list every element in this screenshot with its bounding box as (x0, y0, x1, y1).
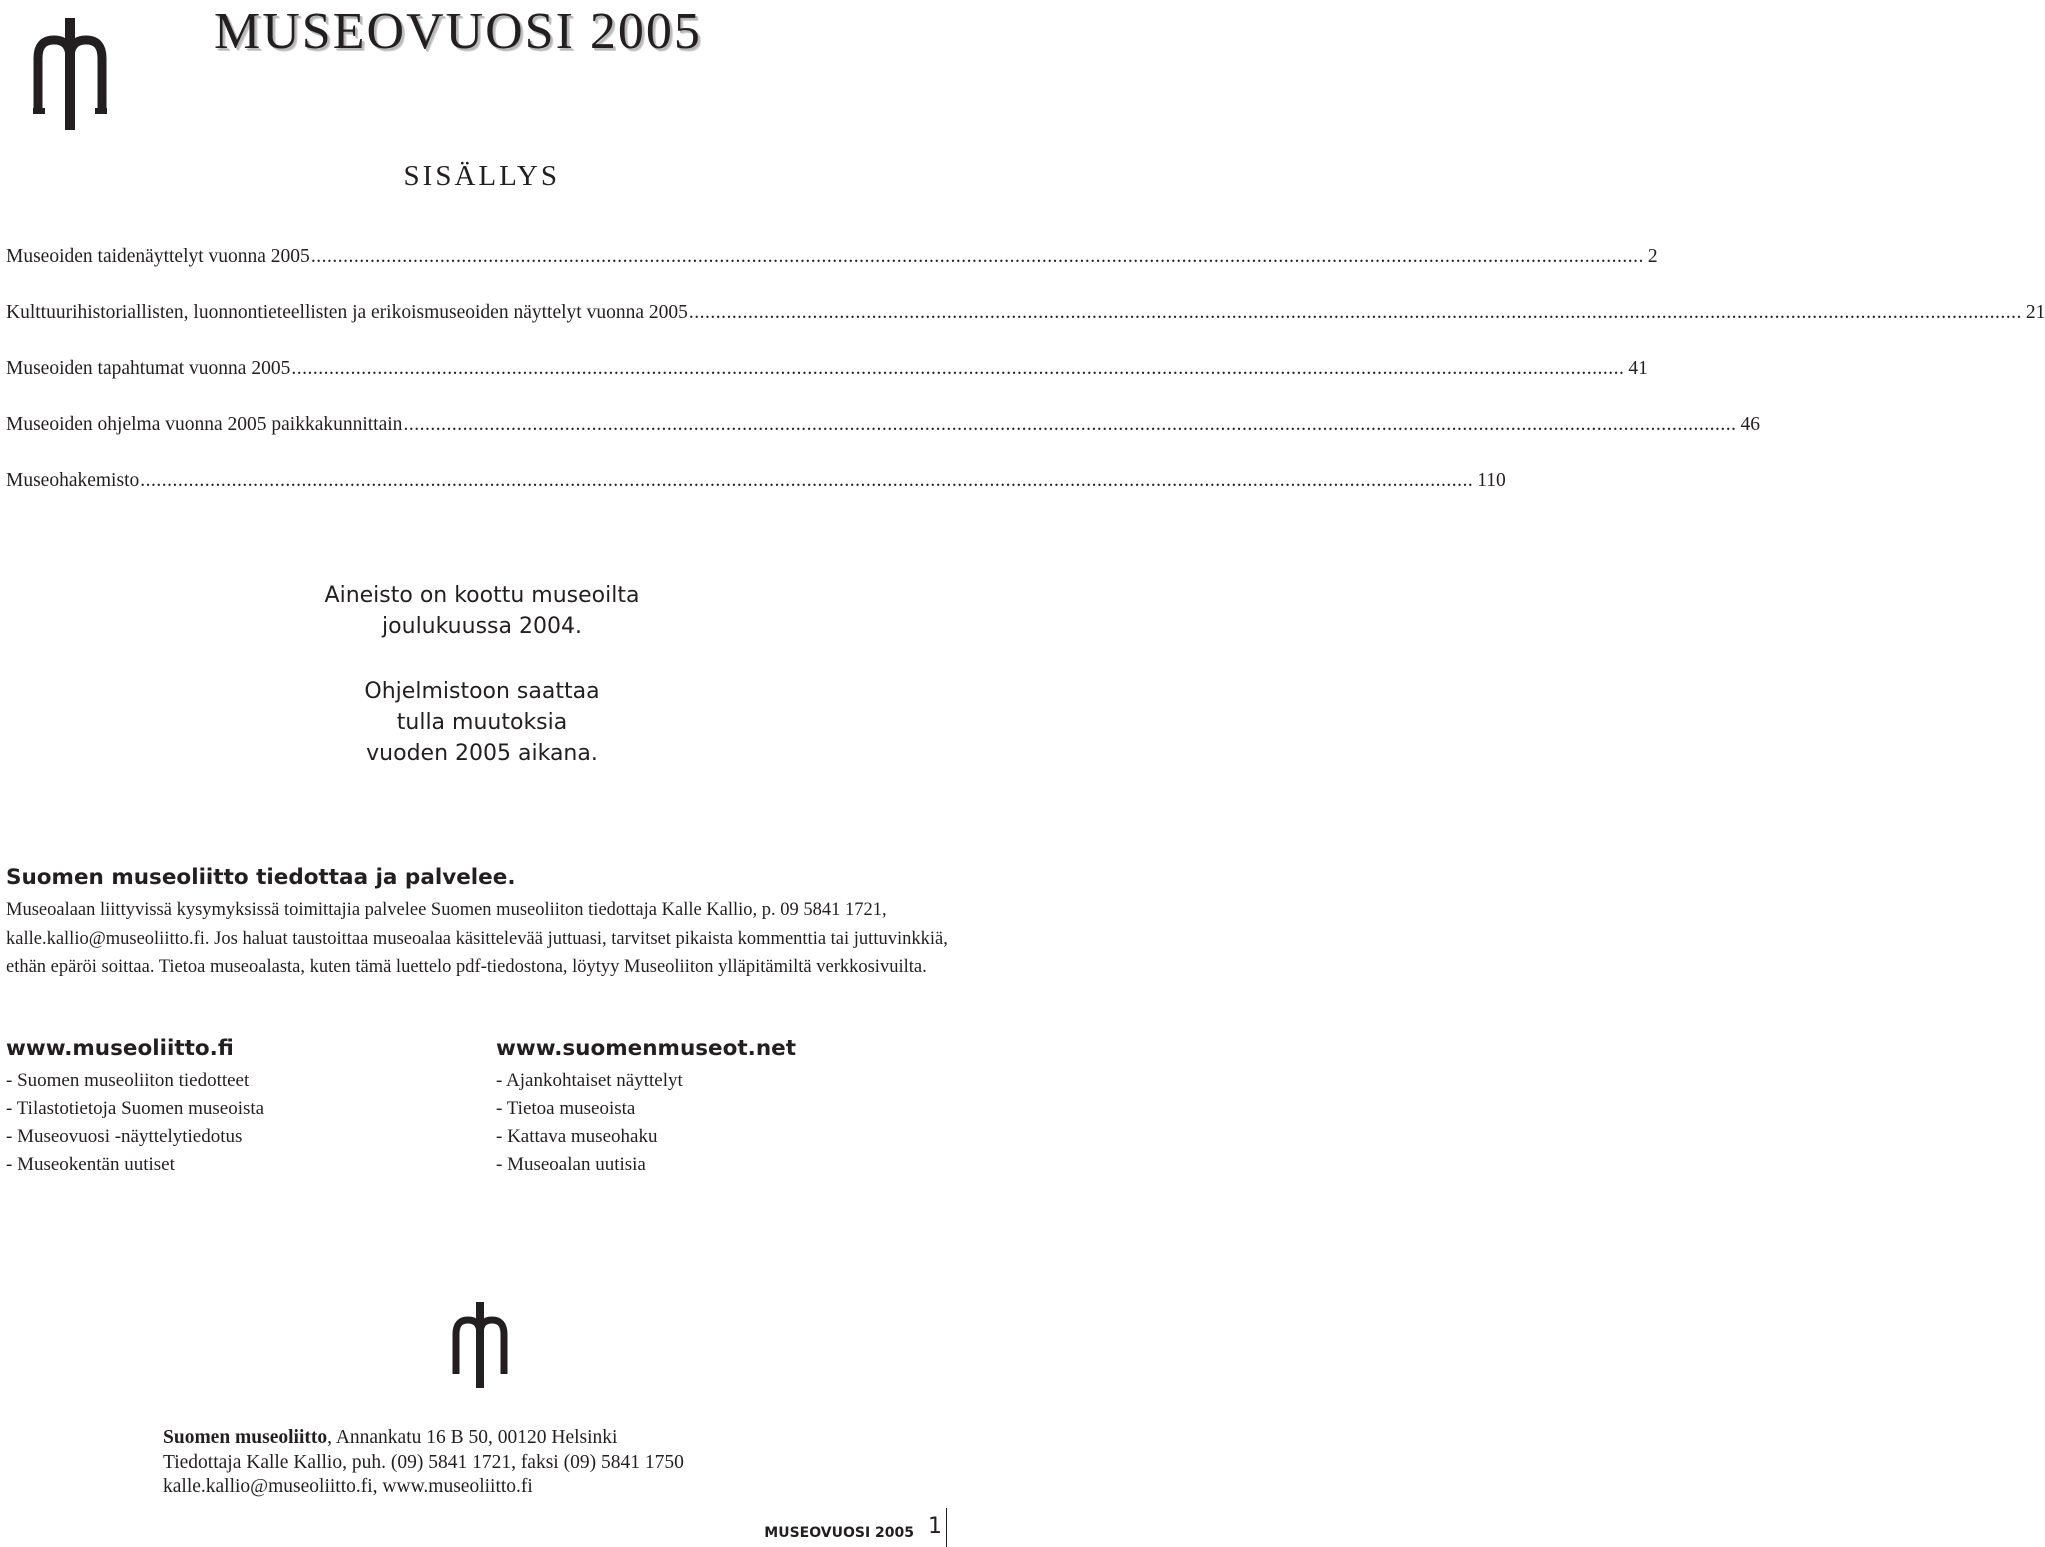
toc-entry[interactable] (6, 296, 2045, 352)
suomenmuseot-url-link[interactable]: www.suomenmuseot.net (496, 1036, 797, 1061)
list-item: - Museoalan uutisia (496, 1154, 646, 1175)
info-heading: Suomen museoliitto tiedottaa ja palvelee. (6, 865, 516, 890)
notice-line: vuoden 2005 aikana. (366, 741, 598, 766)
toc-entry-title: Museoiden tapahtumat vuonna 2005 (6, 358, 291, 379)
list-item: - Tilastotietoja Suomen museoista (6, 1098, 265, 1119)
toc-entry-title: Museoiden ohjelma vuonna 2005 paikkakunnittain (6, 414, 403, 435)
toc-entry-page: 46 (1740, 414, 1760, 435)
toc-entry-page: 41 (1628, 358, 1648, 379)
museum-trident-logo-icon (450, 1302, 510, 1388)
museum-trident-logo-icon (30, 18, 110, 130)
publication-title: MUSEOVUOSI 2005 (214, 3, 702, 60)
list-item: - Tietoa museoista (496, 1098, 636, 1119)
toc-entry[interactable] (6, 408, 1760, 464)
list-item: - Suomen museoliiton tiedotteet (6, 1070, 250, 1091)
notice-line: Ohjelmistoon saattaa (364, 679, 600, 704)
dot-leader: ........................................................................................................................................................................................................................................................ (310, 246, 1644, 267)
toc-entry-page: 2 (1647, 246, 1658, 267)
notice-block (200, 580, 764, 769)
running-title: MUSEOVUOSI 2005 (764, 1525, 914, 1541)
toc-entry-page: 21 (2025, 302, 2045, 323)
toc-entry[interactable] (6, 352, 1648, 408)
street-address: , Annankatu 16 B 50, 00120 Helsinki (327, 1427, 618, 1448)
toc-entry-title: Kulttuurihistoriallisten, luonnontieteellisten ja erikoismuseoiden näyttelyt vuonna 2005 (6, 302, 688, 323)
contact-address (163, 1426, 684, 1500)
table-of-contents (6, 240, 2045, 520)
museoliitto-url-link[interactable]: www.museoliitto.fi (6, 1036, 234, 1061)
dot-leader: ........................................................................................................................................................................................................................................................ (688, 302, 2022, 323)
list-item: - Museovuosi -näyttelytiedotus (6, 1126, 243, 1147)
list-item: - Museokentän uutiset (6, 1154, 175, 1175)
contact-phone-line: Tiedottaja Kalle Kallio, puh. (09) 5841 1721, faksi (09) 5841 1750 (163, 1451, 684, 1473)
dot-leader: ........................................................................................................................................................................................................................................................ (403, 414, 1737, 435)
notice-line: tulla muutoksia (396, 710, 568, 735)
toc-entry-title: Museoiden taidenäyttelyt vuonna 2005 (6, 246, 310, 267)
org-name: Suomen museoliitto (163, 1427, 328, 1448)
list-item: - Kattava museohaku (496, 1126, 658, 1147)
dot-leader: ........................................................................................................................................................................................................................................................ (291, 358, 1625, 379)
info-paragraph: Museoalaan liittyvissä kysymyksissä toimittajia palvelee Suomen museoliiton tiedottaja Kalle Kallio, p. 09 5841 1721, kalle.kallio@museoliitto.fi. Jos haluat taustoittaa museoalaa käsittelevää juttuasi, tarvitset pikaista kommenttia tai juttuvinkkiä, ethän epäröi soittaa. Tietoa museoalasta, kuten tämä luettelo pdf-tiedostona, löytyy Museoliiton ylläpitämiltä verkkosivuilta. (6, 900, 948, 977)
page-rule (946, 1508, 947, 1547)
notice-line: Aineisto on koottu museoilta (324, 583, 640, 608)
page-number: 1 (928, 1514, 942, 1539)
suomenmuseot-links (496, 1034, 796, 1179)
notice-line: joulukuussa 2004. (382, 614, 582, 639)
toc-heading: SISÄLLYS (403, 160, 560, 192)
dot-leader: ........................................................................................................................................................................................................................................................ (140, 470, 1474, 491)
museoliitto-links (6, 1034, 264, 1179)
toc-entry-page: 110 (1477, 470, 1506, 491)
toc-entry-title: Museohakemisto (6, 470, 140, 491)
contact-web-line: kalle.kallio@museoliitto.fi, www.museoliitto.fi (163, 1476, 533, 1497)
list-item: - Ajankohtaiset näyttelyt (496, 1070, 683, 1091)
toc-entry[interactable] (6, 464, 1506, 520)
toc-entry[interactable] (6, 240, 1658, 296)
